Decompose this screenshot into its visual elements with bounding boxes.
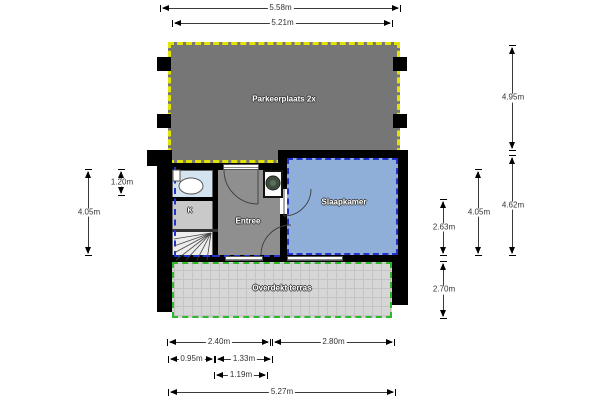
dimension-bottom-right <box>275 337 392 347</box>
dimension-left-small <box>110 172 134 193</box>
closet-label: K <box>187 207 193 215</box>
plant-icon-inner <box>270 180 276 186</box>
bedroom-door-arc <box>284 189 311 216</box>
terrace-label: Overdekt terras <box>252 283 312 293</box>
dimension-label: 4.05m <box>467 207 491 217</box>
dimension-bottom-s1 <box>171 354 212 364</box>
dimension-right-inner <box>467 172 491 253</box>
washbasin-icon <box>179 178 203 194</box>
dimension-right-terrace <box>432 264 456 316</box>
dimension-bottom-total <box>171 387 393 397</box>
dimension-label: 5.27m <box>270 387 294 397</box>
dimension-top-inner <box>175 18 390 28</box>
dimension-left-height <box>77 172 101 253</box>
dimension-bottom-left <box>170 337 268 347</box>
dimension-right-mid <box>501 158 525 253</box>
dimension-right-bedroom <box>432 202 456 253</box>
dimension-bottom-s3 <box>217 370 265 380</box>
dimension-label: 1.33m <box>232 354 256 364</box>
front-door-arc <box>224 170 258 204</box>
dimension-label: 4.62m <box>501 200 525 210</box>
dimension-label: 5.58m <box>269 3 292 13</box>
dimension-label: 1.19m <box>229 370 253 380</box>
dimension-label: 2.63m <box>432 222 456 232</box>
dimension-label: 2.80m <box>322 337 345 347</box>
terrace-door-arc <box>261 225 291 255</box>
stairs-treads <box>174 233 211 260</box>
dimension-label: 4.05m <box>77 207 101 217</box>
parking-label: Parkeerplaats 2x <box>252 94 316 104</box>
toilet-icon <box>173 170 180 181</box>
dimension-label: 2.40m <box>207 337 231 347</box>
dimension-top-outer <box>163 3 398 13</box>
dimension-right-parking <box>501 48 525 148</box>
dimension-label: 4.95m <box>501 92 525 102</box>
dimension-bottom-s2 <box>218 354 270 364</box>
dimension-label: 1.20m <box>110 177 134 187</box>
dimension-label: 0.95m <box>180 354 203 364</box>
entry-label: Entree <box>235 216 261 226</box>
dimension-label: 2.70m <box>432 284 456 294</box>
bedroom-label: Slaapkamer <box>321 197 367 207</box>
dimension-label: 5.21m <box>271 18 294 28</box>
